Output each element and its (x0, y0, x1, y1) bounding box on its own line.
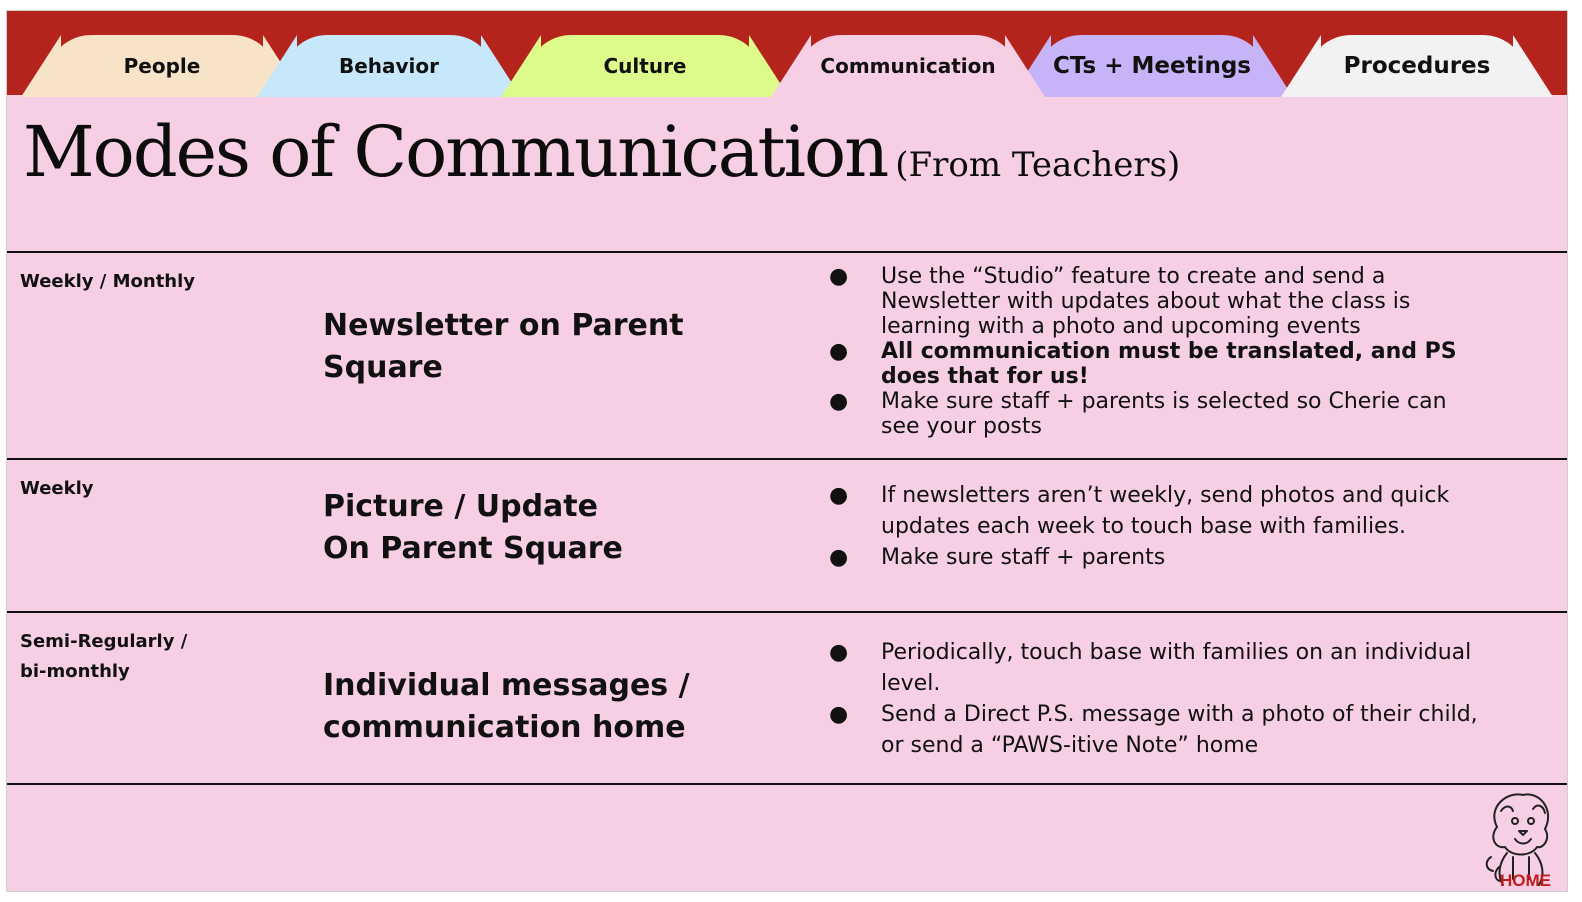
list-item-text: Use the “Studio” feature to create and send a Newsletter with updates about what the class is learning with a photo and upcoming events (881, 264, 1411, 339)
tab-cts-meetings[interactable] (1037, 35, 1267, 97)
tab-behavior[interactable] (283, 35, 495, 97)
mode-title (323, 305, 743, 389)
mode-title-line: communication home (323, 710, 686, 745)
bullet-icon: ● (829, 640, 849, 665)
list-item-text: Make sure staff + parents (881, 545, 1166, 570)
list-item (825, 699, 1485, 761)
tab-behavior-label: Behavior (338, 54, 440, 78)
list-item (825, 480, 1485, 542)
mode-title-line: Picture / Update (323, 489, 598, 524)
mode-title (323, 665, 743, 749)
tab-communication[interactable] (797, 35, 1019, 97)
list-item (825, 637, 1485, 699)
mode-title-line: On Parent Square (323, 531, 623, 566)
frequency-label-line: Semi-Regularly / (20, 631, 188, 652)
page-title (23, 111, 1180, 193)
list-item-text: If newsletters aren’t weekly, send photos and quick updates each week to touch base with families. (881, 483, 1450, 539)
home-link-label[interactable]: HOME (1500, 871, 1551, 890)
divider (7, 783, 1567, 785)
frequency-label: Weekly (20, 478, 94, 499)
tab-bar (7, 11, 1567, 95)
table-row (7, 613, 1567, 783)
bullet-icon: ● (829, 545, 849, 570)
list-item (825, 389, 1485, 439)
tab-procedures-label: Procedures (1343, 53, 1491, 79)
bullet-list (825, 480, 1485, 573)
bullet-icon: ● (829, 702, 849, 727)
tab-communication-label: Communication (820, 54, 996, 78)
bullet-icon: ● (829, 389, 849, 414)
table-row (7, 460, 1567, 611)
mode-title (323, 486, 743, 570)
tab-cts-meetings-label: CTs + Meetings (1053, 53, 1251, 79)
bullet-icon: ● (829, 264, 849, 289)
list-item-text: Send a Direct P.S. message with a photo of their child, or send a “PAWS-itive Note” home (881, 702, 1478, 758)
bullet-icon: ● (829, 339, 849, 364)
list-item (825, 339, 1485, 389)
frequency-label: Weekly / Monthly (20, 271, 196, 292)
tab-culture-label: Culture (603, 54, 687, 78)
tab-culture[interactable] (527, 35, 763, 97)
list-item (825, 264, 1485, 339)
page-title-main: Modes of Communication (23, 111, 888, 193)
bullet-list (825, 264, 1485, 439)
slide (6, 10, 1568, 892)
mode-title-line: Square (323, 350, 443, 385)
list-item-text: All communication must be translated, and PS does that for us! (881, 339, 1457, 389)
tab-procedures[interactable] (1307, 35, 1527, 97)
mode-title-line: Newsletter on Parent (323, 308, 684, 343)
list-item-text: Periodically, touch base with families on an individual level. (881, 640, 1472, 696)
bullet-list (825, 637, 1485, 761)
frequency-label (20, 627, 220, 687)
page-title-sub: (From Teachers) (895, 145, 1181, 185)
tab-people-label: People (123, 54, 201, 78)
tab-people[interactable] (47, 35, 277, 97)
bullet-icon: ● (829, 483, 849, 508)
mode-title-line: Individual messages / (323, 668, 690, 703)
list-item (825, 542, 1485, 573)
table-row (7, 253, 1567, 458)
frequency-label-line: bi-monthly (20, 661, 130, 682)
list-item-text: Make sure staff + parents is selected so Cherie can see your posts (881, 389, 1447, 439)
